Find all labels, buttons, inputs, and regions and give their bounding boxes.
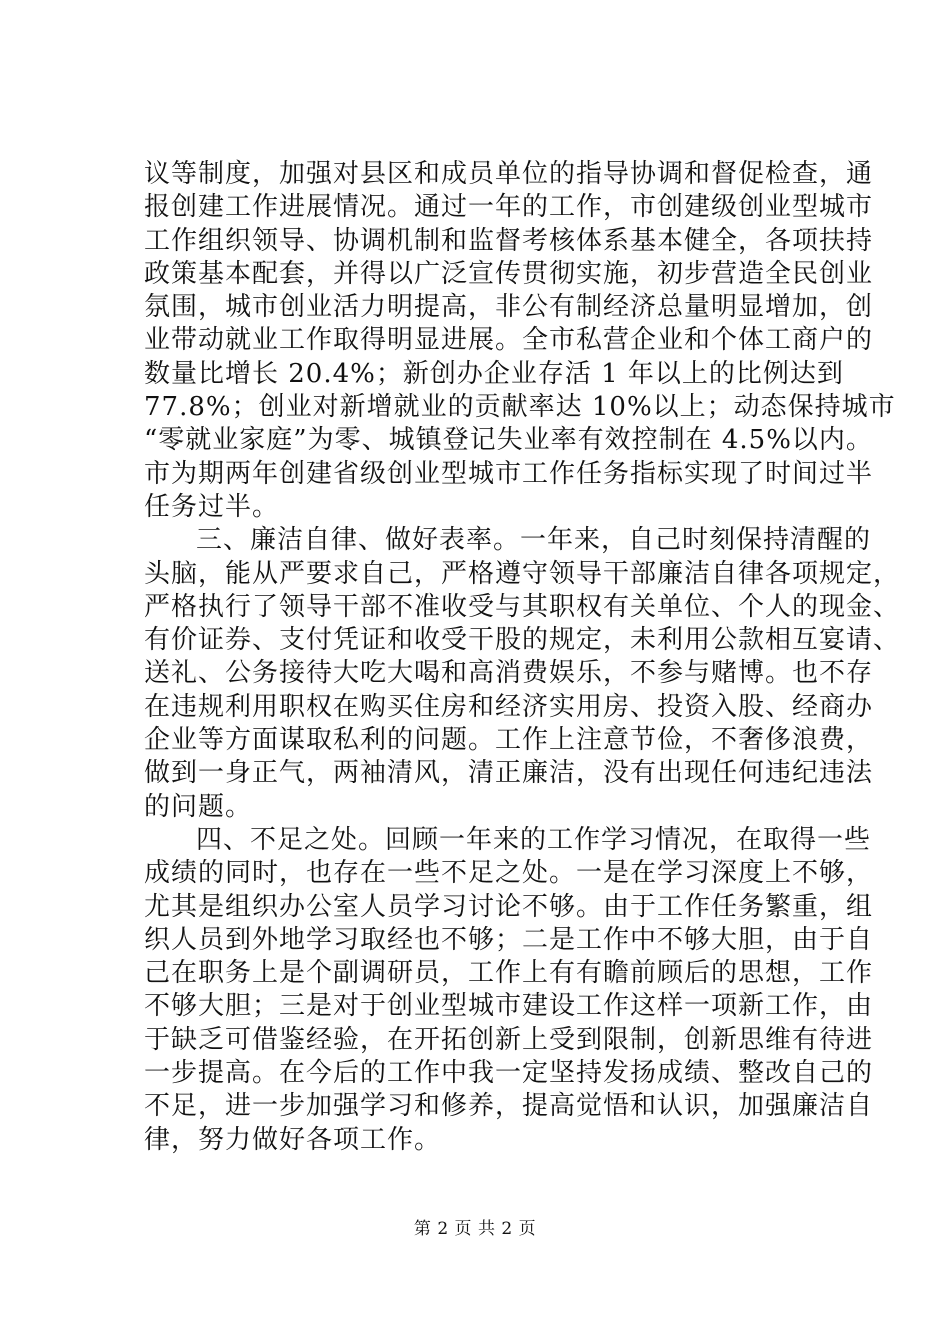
text-line: 头脑，能从严要求自己，严格遵守领导干部廉洁自律各项规定，	[144, 558, 901, 589]
text-line: 不足，进一步加强学习和修养，提高觉悟和认识，加强廉洁自	[144, 1091, 874, 1122]
text-line: 在违规利用职权在购买住房和经济实用房、投资入股、经商办	[144, 691, 874, 722]
text-line: 工作组织领导、协调机制和监督考核体系基本健全，各项扶持	[144, 225, 874, 256]
text-line: 有价证券、支付凭证和收受干股的规定，未利用公款相互宴请、	[144, 625, 901, 656]
text-line: 的问题。	[144, 791, 253, 822]
text-line: 报创建工作进展情况。通过一年的工作，市创建级创业型城市	[144, 192, 874, 223]
text-line: 市为期两年创建省级创业型城市工作任务指标实现了时间过半	[144, 458, 874, 489]
paragraph	[144, 158, 896, 524]
text-line: 一步提高。在今后的工作中我一定坚持发扬成绩、整改自己的	[144, 1058, 874, 1089]
text-line: 送礼、公务接待大吃大喝和高消费娱乐，不参与赌博。也不存	[144, 658, 874, 689]
text-line: 企业等方面谋取私利的问题。工作上注意节俭，不奢侈浪费，	[144, 725, 874, 756]
text-line: 77.8%；创业对新增就业的贡献率达 10%以上；动态保持城市	[144, 392, 896, 423]
text-line: 政策基本配套，并得以广泛宣传贯彻实施，初步营造全民创业	[144, 258, 874, 289]
text-line: 严格执行了领导干部不准收受与其职权有关单位、个人的现金、	[144, 591, 901, 622]
text-line: 氛围，城市创业活力明提高，非公有制经济总量明显增加，创	[144, 292, 874, 323]
text-line: 业带动就业工作取得明显进展。全市私营企业和个体工商户的	[144, 325, 874, 356]
text-line: 成绩的同时，也存在一些不足之处。一是在学习深度上不够，	[144, 858, 874, 889]
page-footer: 第 2 页 共 2 页	[413, 1219, 537, 1239]
text-line: 三、廉洁自律、做好表率。一年来，自己时刻保持清醒的	[196, 525, 872, 556]
text-line: 织人员到外地学习取经也不够；二是工作中不够大胆，由于自	[144, 924, 874, 955]
text-line: 四、不足之处。回顾一年来的工作学习情况，在取得一些	[196, 824, 872, 855]
paragraph	[144, 824, 874, 1157]
text-line: 任务过半。	[144, 491, 280, 522]
text-line: 不够大胆；三是对于创业型城市建设工作这样一项新工作，由	[144, 991, 874, 1022]
text-line: “零就业家庭”为零、城镇登记失业率有效控制在 4.5%以内。	[144, 425, 873, 456]
text-line: 做到一身正气，两袖清风，清正廉洁，没有出现任何违纪违法	[144, 758, 874, 789]
text-line: 数量比增长 20.4%；新创办企业存活 1 年以上的比例达到	[144, 358, 844, 389]
text-line: 己在职务上是个副调研员，工作上有有瞻前顾后的思想，工作	[144, 958, 874, 989]
text-line: 议等制度，加强对县区和成员单位的指导协调和督促检查，通	[144, 159, 874, 189]
text-line: 于缺乏可借鉴经验，在开拓创新上受到限制，创新思维有待进	[144, 1024, 874, 1055]
document-body	[144, 158, 901, 1157]
text-line: 尤其是组织办公室人员学习讨论不够。由于工作任务繁重，组	[144, 891, 874, 922]
text-line: 律，努力做好各项工作。	[144, 1124, 442, 1155]
paragraph	[144, 524, 901, 824]
